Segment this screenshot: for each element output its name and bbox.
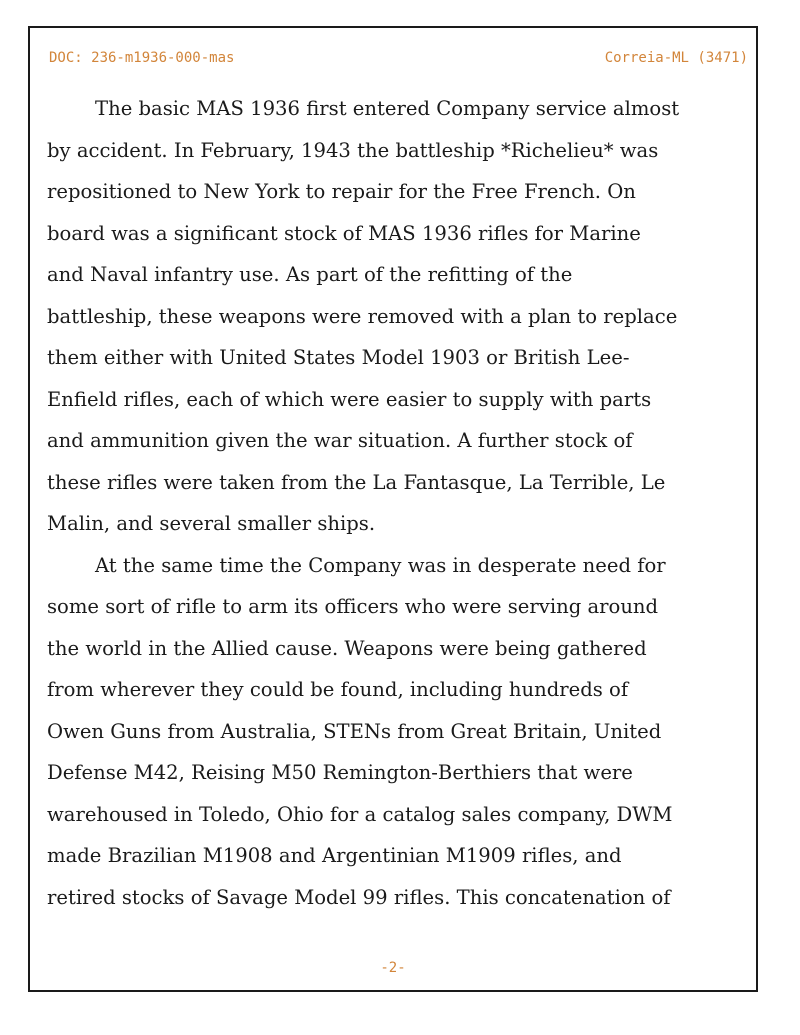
- text-line: and ammunition given the war situation. A further stock of: [47, 429, 633, 452]
- document-id: DOC: 236-m1936-000-mas: [49, 50, 235, 66]
- page-number: -2-: [380, 960, 406, 976]
- text-line: Owen Guns from Australia, STENs from Great Britain, United: [47, 719, 662, 743]
- text-line: The basic MAS 1936 first entered Company service almost: [95, 97, 680, 120]
- text-line: by accident. In February, 1943 the battleship *Richelieu* was: [47, 138, 659, 162]
- text-line: them either with United States Model 1903 or British Lee-: [47, 346, 630, 369]
- text-line: board was a significant stock of MAS 1936 rifles for Marine: [47, 221, 641, 245]
- author-reference: Correia-ML (3471): [604, 50, 748, 66]
- text-line: Malin, and several smaller ships.: [47, 512, 376, 535]
- text-line: repositioned to New York to repair for the Free French. On: [47, 180, 636, 203]
- text-line: these rifles were taken from the La Fantasque, La Terrible, Le: [47, 470, 666, 494]
- text-line: Enfield rifles, each of which were easier to supply with parts: [47, 387, 652, 411]
- text-line: and Naval infantry use. As part of the refitting of the: [47, 263, 573, 286]
- text-line: battleship, these weapons were removed with a plan to replace: [47, 304, 678, 328]
- page-header: [49, 50, 748, 70]
- document-body: [47, 88, 757, 918]
- text-line: some sort of rifle to arm its officers who were serving around: [47, 595, 659, 618]
- text-line: the world in the Allied cause. Weapons were being gathered: [47, 636, 647, 660]
- text-line: from wherever they could be found, including hundreds of: [47, 678, 629, 701]
- text-line: made Brazilian M1908 and Argentinian M1909 rifles, and: [47, 844, 622, 867]
- text-line: At the same time the Company was in desperate need for: [95, 553, 666, 577]
- text-line: Defense M42, Reising M50 Remington-Berthiers that were: [47, 761, 633, 784]
- document-page: [28, 26, 758, 992]
- text-line: retired stocks of Savage Model 99 rifles. This concatenation of: [47, 885, 671, 909]
- text-line: warehoused in Toledo, Ohio for a catalog sales company, DWM: [47, 802, 673, 826]
- paragraph-2: [47, 545, 757, 919]
- paragraph-1: [47, 88, 757, 545]
